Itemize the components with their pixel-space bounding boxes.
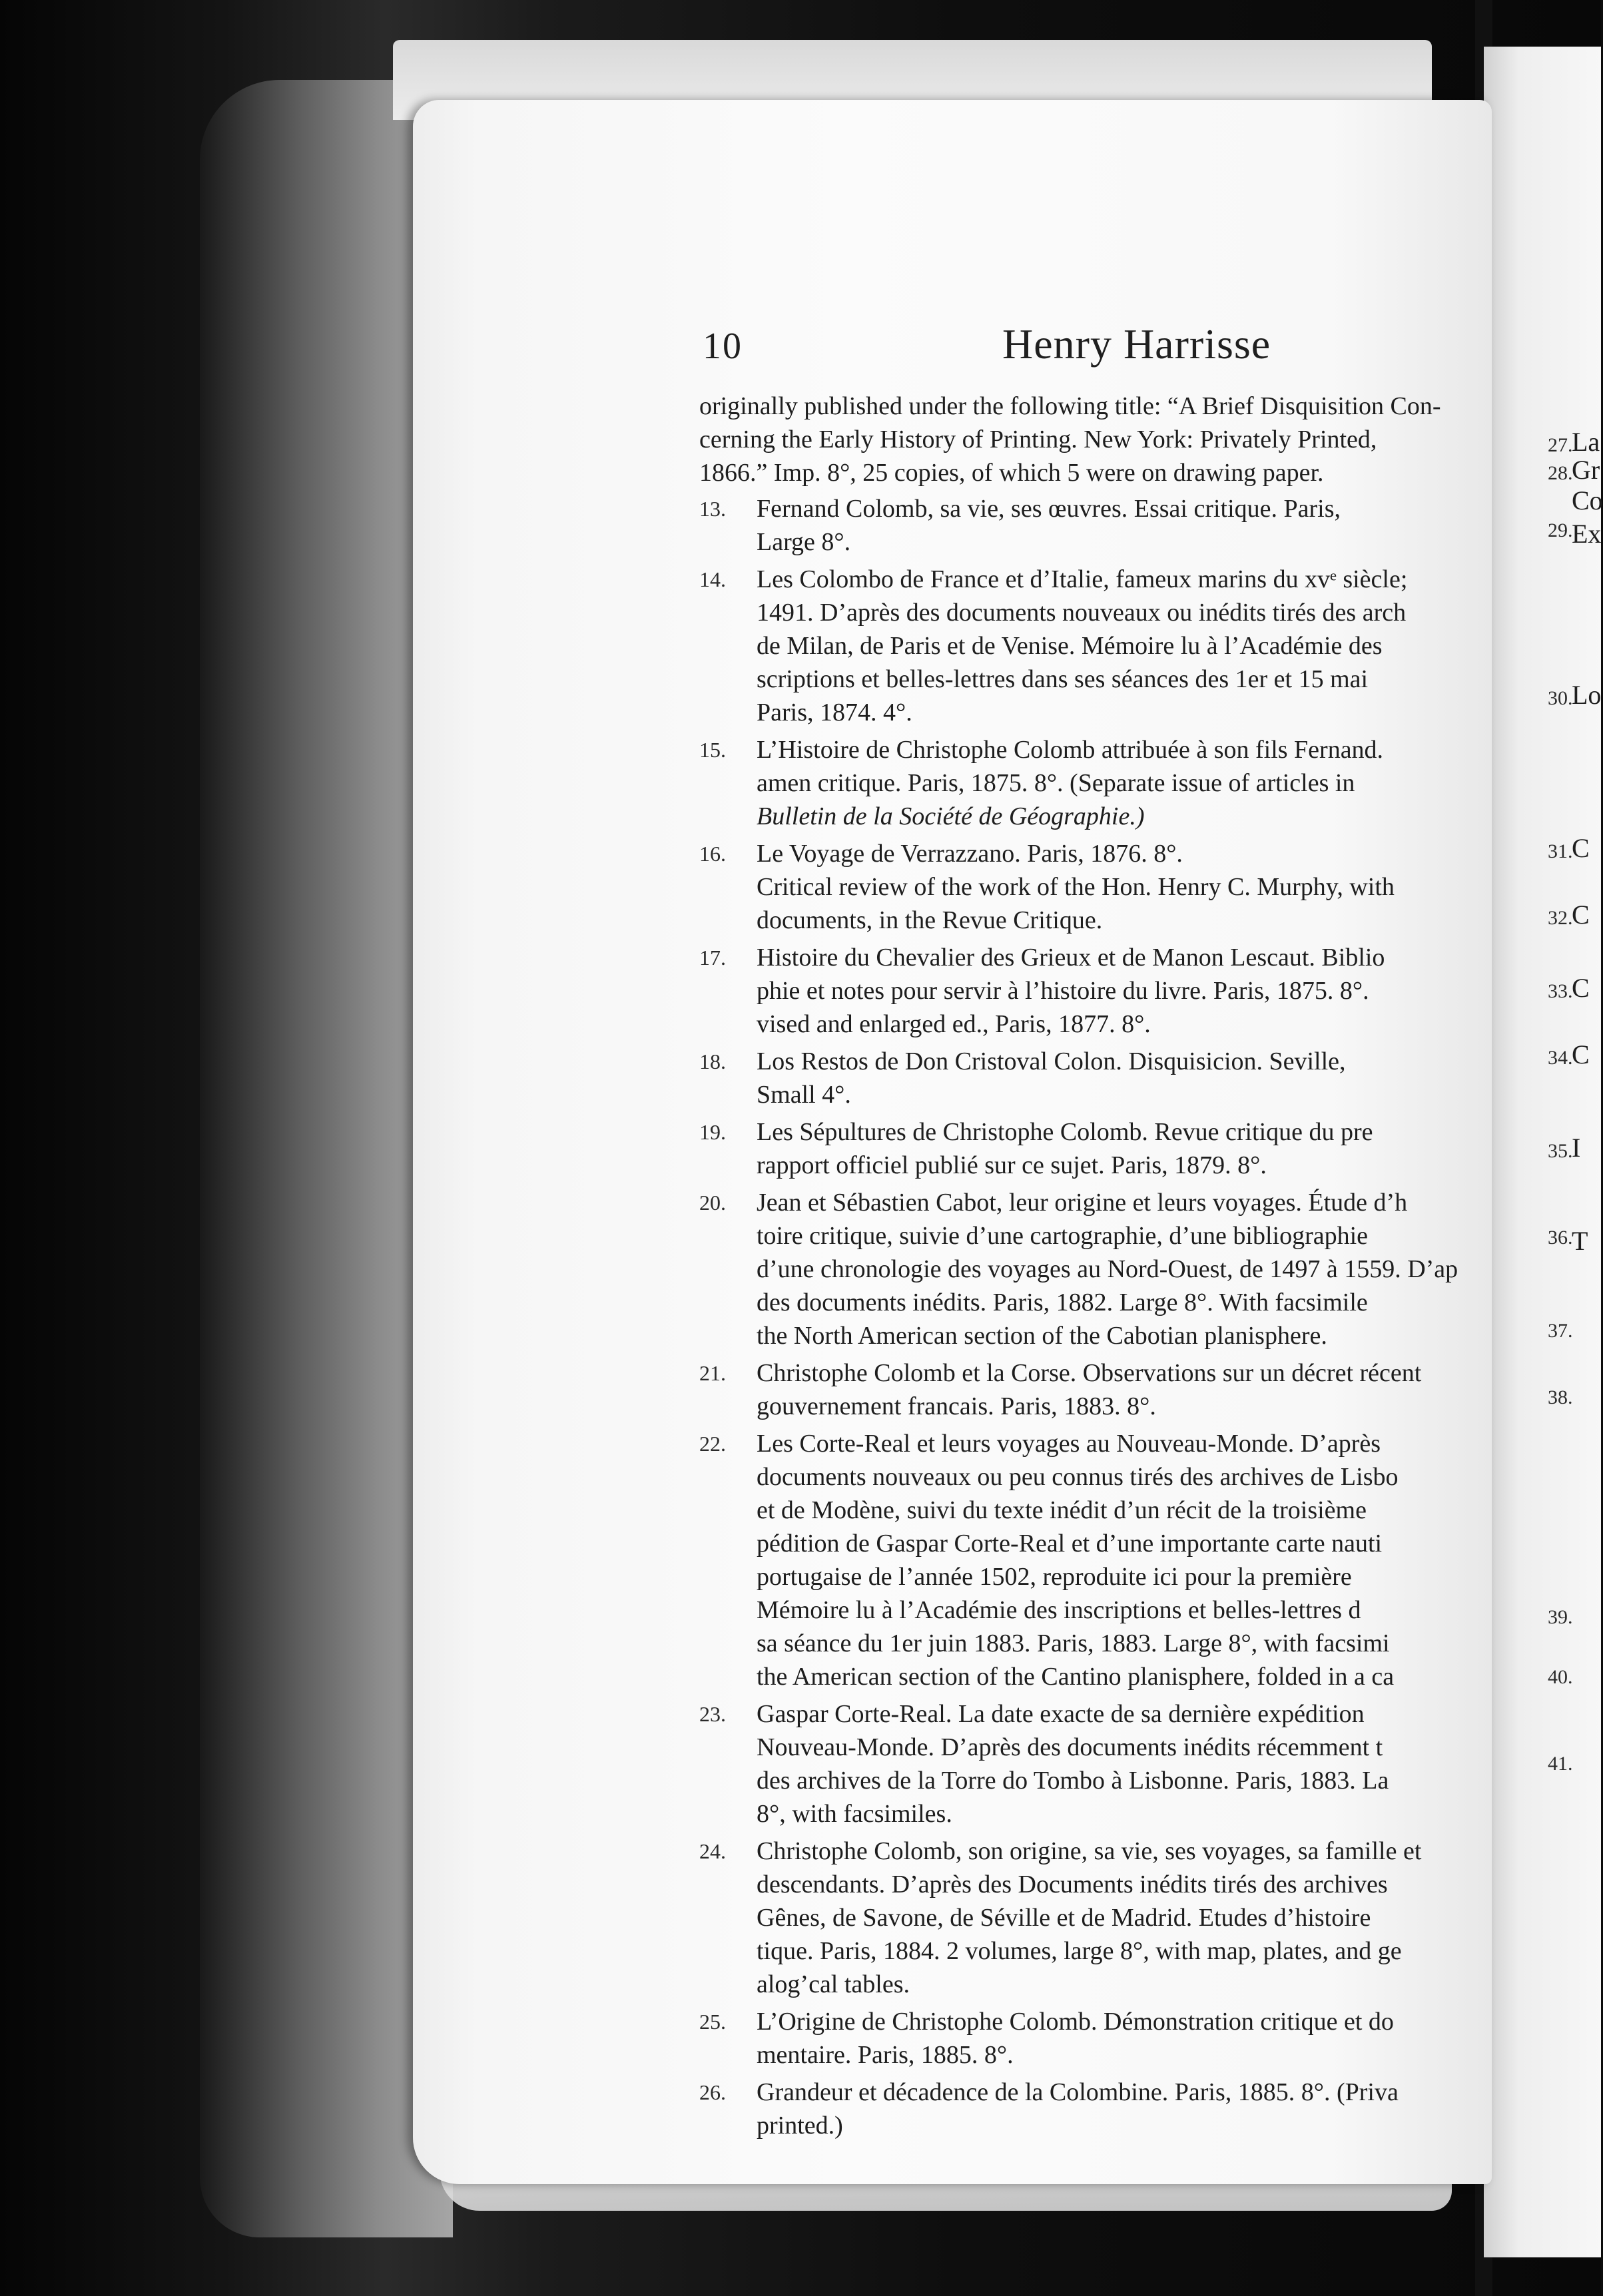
intro-line: originally published under the following title: “A Brief Disquisition Con-	[699, 392, 1441, 420]
entry-line: de Milan, de Paris et de Venise. Mémoire lu à l’Académie des	[757, 632, 1383, 660]
entry-line: vised and enlarged ed., Paris, 1877. 8°.	[757, 1010, 1151, 1038]
entry-line: rapport officiel publié sur ce sujet. Paris, 1879. 8°.	[757, 1151, 1267, 1179]
entry-number: 22.	[699, 1432, 726, 1456]
entry-line: Gaspar Corte-Real. La date exacte de sa dernière expédition	[757, 1700, 1365, 1728]
entry-line: Gênes, de Savone, de Séville et de Madrid. Etudes d’histoire	[757, 1904, 1371, 1932]
facing-page-number: 33.	[1548, 980, 1573, 1002]
facing-page-fragment: C	[1572, 1039, 1590, 1069]
entry-note-line: Critical review of the work of the Hon. Henry C. Murphy, with	[757, 873, 1395, 901]
entry-line: toire critique, suivie d’une cartographie, d’une bibliographie	[757, 1222, 1369, 1250]
bibliography-entry	[699, 1356, 1492, 1423]
entry-line: Histoire du Chevalier des Grieux et de Manon Lescaut. Biblio	[757, 944, 1385, 972]
facing-page-fragment: I	[1572, 1133, 1581, 1163]
entry-number: 24.	[699, 1839, 726, 1863]
entry-line: documents nouveaux ou peu connus tirés des archives de Lisbo	[757, 1463, 1399, 1491]
entry-line: tique. Paris, 1884. 2 volumes, large 8°, with map, plates, and ge	[757, 1937, 1402, 1965]
facing-page-fragment: C	[1572, 833, 1590, 863]
page-number: 10	[703, 326, 743, 367]
entry-number: 14.	[699, 567, 726, 591]
entry-line: pédition de Gaspar Corte-Real et d’une importante carte nauti	[757, 1530, 1383, 1558]
entry-list	[699, 492, 1492, 2142]
entry-number: 17.	[699, 946, 726, 970]
bibliography-entry	[699, 1045, 1492, 1111]
entry-line: Los Restos de Don Cristoval Colon. Disquisicion. Seville,	[757, 1047, 1346, 1075]
entry-number: 19.	[699, 1120, 726, 1144]
facing-page-number: 36.	[1548, 1227, 1573, 1249]
entry-line: the American section of the Cantino planisphere, folded in a ca	[757, 1663, 1395, 1691]
entry-line: Jean et Sébastien Cabot, leur origine et leurs voyages. Étude d’h	[757, 1189, 1408, 1217]
facing-page-number: 29.	[1548, 519, 1573, 541]
facing-page-fragment: C	[1572, 900, 1590, 930]
bibliography-entry	[699, 1186, 1492, 1352]
facing-page-number: 38.	[1548, 1386, 1573, 1408]
bibliography-entry	[699, 1697, 1492, 1831]
entry-line: Paris, 1874. 4°.	[757, 699, 912, 726]
facing-page-number: 31.	[1548, 840, 1573, 862]
entry-line: Les Sépultures de Christophe Colomb. Revue critique du pre	[757, 1118, 1373, 1146]
entry-number: 23.	[699, 1702, 726, 1726]
entry-line: L’Origine de Christophe Colomb. Démonstration critique et do	[757, 2008, 1394, 2036]
entry-line: Nouveau-Monde. D’après des documents inédits récemment t	[757, 1733, 1383, 1761]
facing-page-fragment: Co	[1572, 485, 1603, 515]
entry-number: 21.	[699, 1361, 726, 1385]
facing-page-number: 32.	[1548, 907, 1573, 929]
entry-line: d’une chronologie des voyages au Nord-Ouest, de 1497 à 1559. D’ap	[757, 1255, 1458, 1283]
entry-number: 20.	[699, 1191, 726, 1215]
bibliography-entry	[699, 1427, 1492, 1693]
facing-page-number: 30.	[1548, 687, 1573, 709]
facing-page-number: 28.	[1548, 462, 1573, 484]
entry-line: 8°, with facsimiles.	[757, 1800, 952, 1828]
bibliography-entry	[699, 837, 1492, 937]
entry-number: 18.	[699, 1049, 726, 1073]
entry-line: printed.)	[757, 2112, 843, 2140]
entry-line: L’Histoire de Christophe Colomb attribuée à son fils Fernand.	[757, 736, 1384, 764]
entry-line: mentaire. Paris, 1885. 8°.	[757, 2041, 1014, 2069]
bibliography-entry	[699, 2005, 1492, 2072]
entry-number: 25.	[699, 2010, 726, 2034]
entry-note-line: documents, in the Revue Critique.	[757, 906, 1103, 934]
entry-line: Christophe Colomb et la Corse. Observations sur un décret récent	[757, 1359, 1422, 1387]
entry-line: 1491. D’après des documents nouveaux ou inédits tirés des arch	[757, 599, 1407, 627]
entry-line: Fernand Colomb, sa vie, ses œuvres. Essai critique. Paris,	[757, 495, 1341, 523]
facing-page-number: 40.	[1548, 1666, 1573, 1688]
bibliography-text	[699, 390, 1492, 2140]
entry-line: gouvernement francais. Paris, 1883. 8°.	[757, 1392, 1156, 1420]
facing-page-number: 35.	[1548, 1140, 1573, 1162]
entry-line: sa séance du 1er juin 1883. Paris, 1883. Large 8°, with facsimi	[757, 1629, 1390, 1657]
entry-line: alog’cal tables.	[757, 1970, 910, 1998]
entry-line: Le Voyage de Verrazzano. Paris, 1876. 8°.	[757, 840, 1183, 868]
facing-page-number: 27.	[1548, 434, 1573, 456]
intro-line: 1866.” Imp. 8°, 25 copies, of which 5 were on drawing paper.	[699, 459, 1324, 487]
entry-line: des documents inédits. Paris, 1882. Large 8°. With facsimile	[757, 1289, 1368, 1316]
entry-number: 26.	[699, 2080, 726, 2104]
entry-line: phie et notes pour servir à l’histoire du livre. Paris, 1875. 8°.	[757, 977, 1369, 1005]
entry-line: Bulletin de la Société de Géographie.)	[757, 802, 1145, 830]
facing-page-number: 34.	[1548, 1047, 1573, 1069]
entry-line: Large 8°.	[757, 528, 851, 556]
entry-line: Christophe Colomb, son origine, sa vie, ses voyages, sa famille et	[757, 1837, 1422, 1865]
entry-line: Mémoire lu à l’Académie des inscriptions et belles-lettres d	[757, 1596, 1361, 1624]
intro-line: cerning the Early History of Printing. New York: Privately Printed,	[699, 426, 1377, 453]
facing-page-fragment: Ex	[1572, 519, 1602, 549]
entry-line: des archives de la Torre do Tombo à Lisbonne. Paris, 1883. La	[757, 1767, 1389, 1795]
entry-line: the North American section of the Cabotian planisphere.	[757, 1322, 1327, 1350]
facing-page-fragment: La	[1572, 427, 1600, 457]
facing-page-fragment: C	[1572, 973, 1590, 1003]
facing-page-numbers	[1548, 426, 1601, 1825]
entry-line: Small 4°.	[757, 1081, 851, 1109]
facing-page-number: 39.	[1548, 1606, 1573, 1628]
entry-line: Grandeur et décadence de la Colombine. Paris, 1885. 8°. (Priva	[757, 2078, 1399, 2106]
entry-line: descendants. D’après des Documents inédits tirés des archives	[757, 1870, 1388, 1898]
bibliography-entry	[699, 941, 1492, 1041]
entry-line: scriptions et belles-lettres dans ses séances des 1er et 15 mai	[757, 665, 1369, 693]
entry-line: Les Colombo de France et d’Italie, fameux marins du xvᵉ siècle;	[757, 565, 1408, 593]
bibliography-entry	[699, 1835, 1492, 2001]
entry-line: et de Modène, suivi du texte inédit d’un récit de la troisième	[757, 1496, 1367, 1524]
running-head: Henry Harrisse	[1002, 320, 1271, 368]
bibliography-entry	[699, 733, 1492, 833]
bibliography-entry	[699, 563, 1492, 729]
entry-number: 13.	[699, 497, 726, 521]
entry-line: portugaise de l’année 1502, reproduite ici pour la première	[757, 1563, 1352, 1591]
facing-page-fragment: Lo	[1572, 680, 1602, 710]
bibliography-entry	[699, 1115, 1492, 1182]
bibliography-entry	[699, 2076, 1492, 2142]
facing-page-number: 37.	[1548, 1320, 1573, 1342]
entry-number: 16.	[699, 842, 726, 866]
entry-line: amen critique. Paris, 1875. 8°. (Separate issue of articles in	[757, 769, 1355, 797]
facing-page-fragment: Gr	[1572, 455, 1600, 485]
bibliography-entry	[699, 492, 1492, 559]
facing-page-fragment: T	[1572, 1226, 1588, 1256]
entry-line: Les Corte-Real et leurs voyages au Nouveau-Monde. D’après	[757, 1430, 1381, 1458]
entry-number: 15.	[699, 738, 726, 762]
facing-page-number: 41.	[1548, 1753, 1573, 1775]
